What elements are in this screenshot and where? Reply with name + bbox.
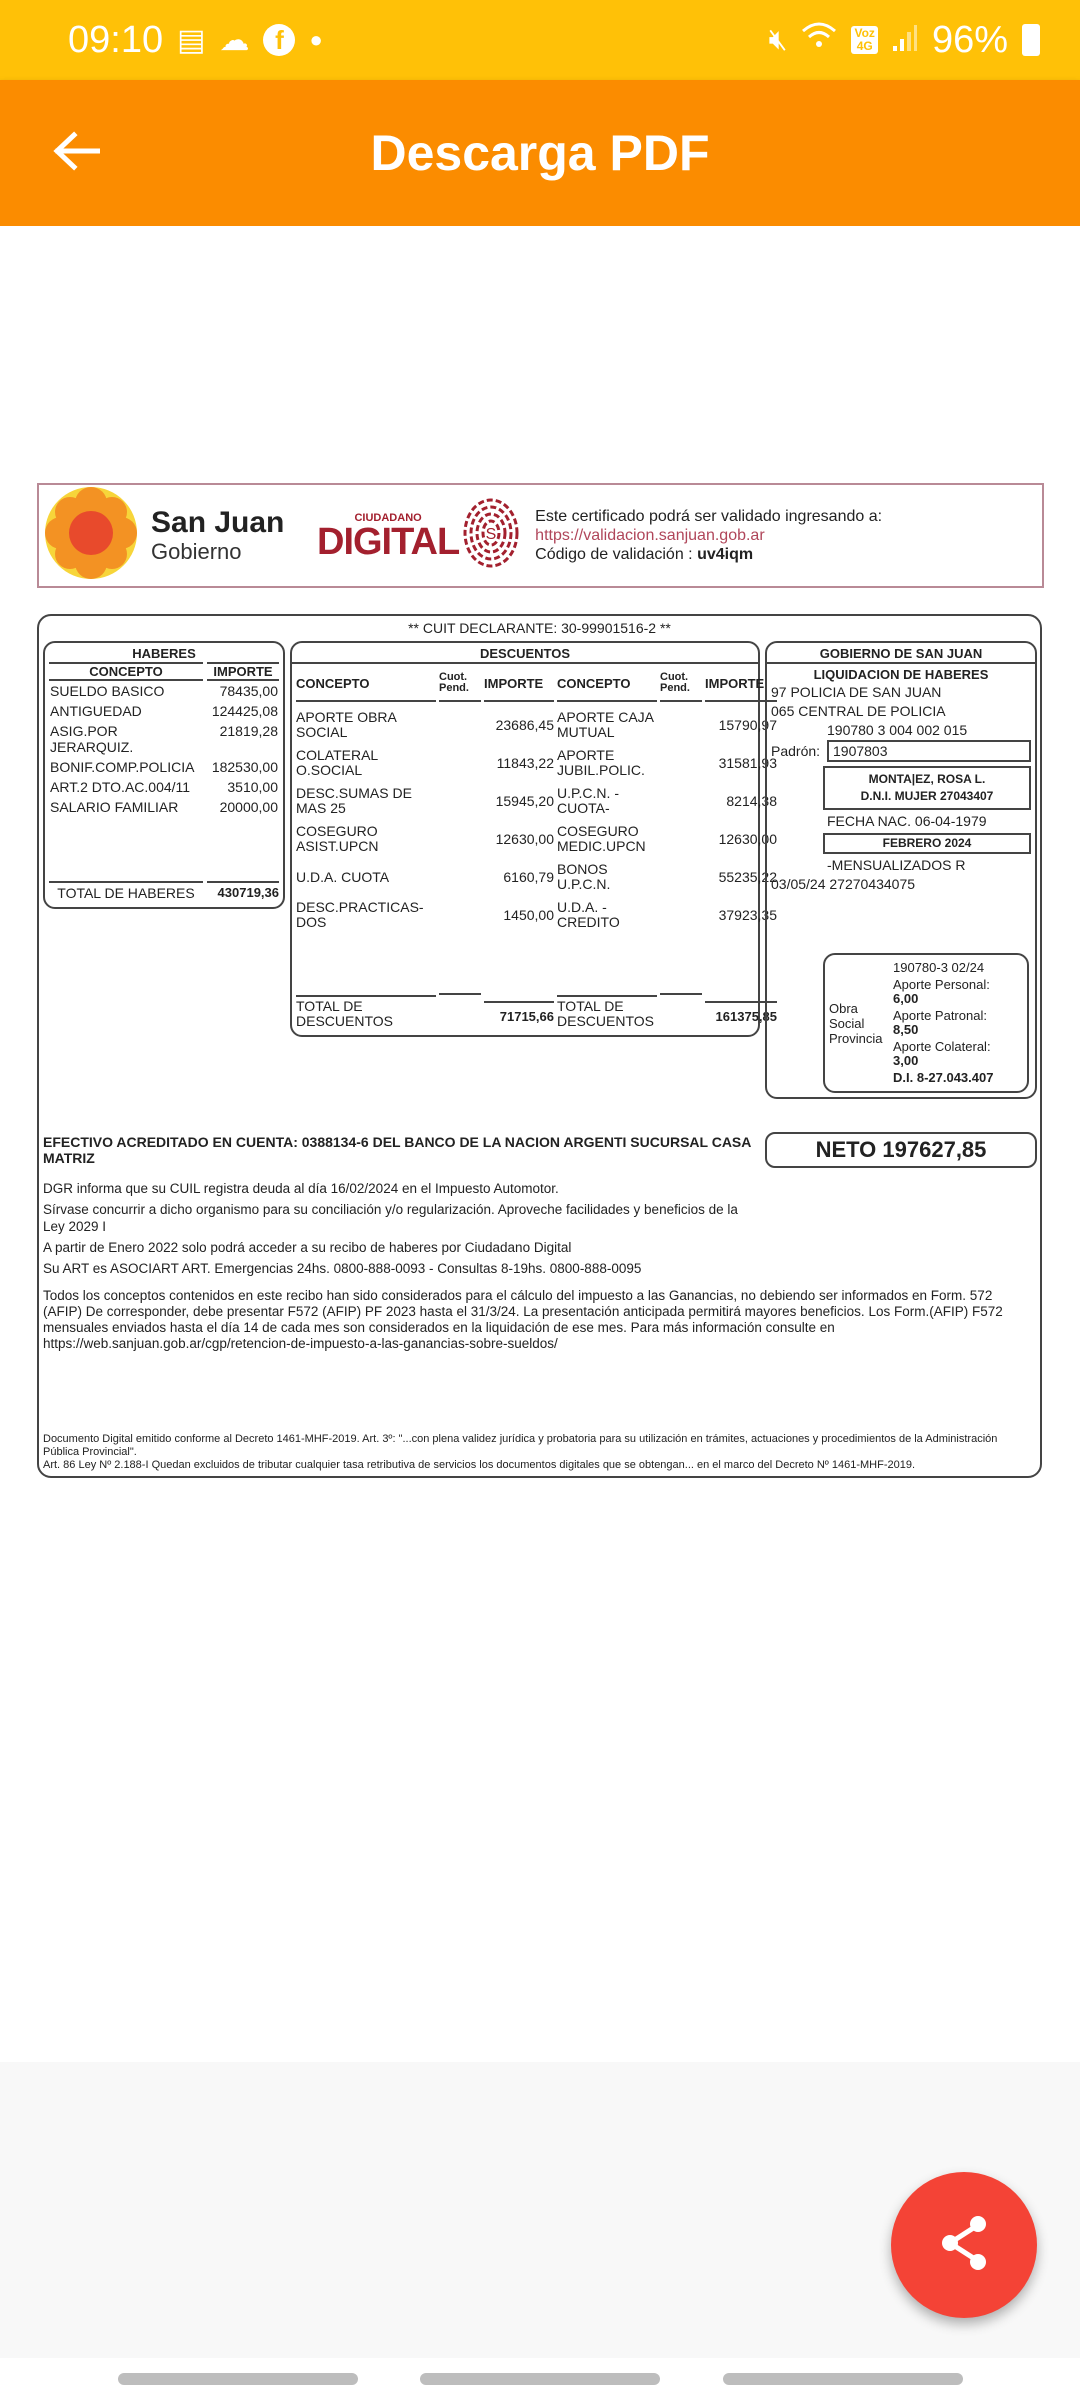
desc-concepto-1: COSEGURO ASIST.UPCN [296,823,379,854]
nav-back-button[interactable] [723,2373,963,2385]
haberes-row [45,701,283,721]
fecha-nac: FECHA NAC. 06-04-1979 [827,813,987,829]
desc-col-cuot-2: Cuot. Pend. [660,666,702,702]
descuentos-box [290,641,777,1037]
haberes-row [45,721,283,757]
desc-concepto-2: APORTE JUBIL.POLIC. [557,747,645,778]
descuentos-row [292,782,777,820]
validation-link[interactable]: https://validacion.sanjuan.gob.ar [535,527,765,544]
note-conciliacion: Sírvase concurrir a dicho organismo para su conciliación y/o regularización. Aproveche facilidades y beneficios de la Ley 2029 I [43,1202,738,1234]
gov-sub: Gobierno [151,538,242,564]
desc-total-label-1: TOTAL DE DESCUENTOS [296,995,436,1029]
app-bar [0,80,1080,226]
desc-importe-1: 1450,00 [503,906,554,923]
nav-recents-button[interactable] [118,2373,358,2385]
haberes-concepto: ASIG.POR JERARQUIZ. [50,723,134,755]
doc-id: D.I. 8-27.043.407 [893,1070,994,1085]
efectivo-acreditado: EFECTIVO ACREDITADO EN CUENTA: 0388134-6 DEL BANCO DE LA NACION ARGENTI SUCURSAL CASA MATRIZ [43,1134,751,1166]
nav-home-button[interactable] [420,2373,660,2385]
calendar-icon: ▤ [177,23,206,57]
desc-concepto-2: BONOS U.P.C.N. [557,861,611,892]
desc-concepto-2: APORTE CAJA MUTUAL [557,709,654,740]
volte-label: Voz [854,26,875,40]
desc-concepto-1: COLATERAL O.SOCIAL [296,747,378,778]
haberes-concepto: SALARIO FAMILIAR [50,799,179,815]
padron-label: Padrón: [771,743,821,759]
haberes-row [45,777,283,797]
cuit-declarante: ** CUIT DECLARANTE: 30-99901516-2 ** [408,620,671,636]
desc-concepto-1: DESC.SUMAS DE MAS 25 [296,785,412,816]
descuentos-row [292,744,777,782]
date-code: 03/05/24 27270434075 [771,876,916,892]
haberes-concepto: BONIF.COMP.POLICIA [50,759,195,775]
haberes-importe: 78435,00 [219,683,278,699]
desc-importe-2: 31581,93 [718,754,777,771]
desc-importe-2: 37923,35 [718,906,777,923]
aporte-patronal-label: Aporte Patronal: [893,1008,987,1023]
share-button[interactable] [891,2172,1037,2318]
note-art: Su ART es ASOCIART ART. Emergencias 24hs. 0800-888-0093 - Consultas 8-19hs. 0800-888-0095 [43,1261,642,1276]
desc-concepto-2: U.P.C.N. - CUOTA- [557,785,619,816]
period: FEBRERO 2024 [823,833,1031,854]
haberes-title: HABERES [132,646,196,661]
haberes-concepto: ANTIGUEDAD [50,703,142,719]
liq-title-1: GOBIERNO DE SAN JUAN [767,643,1035,664]
desc-total-label-2: TOTAL DE DESCUENTOS [557,995,657,1029]
cert-line: Este certificado podrá ser validado ingresando a: [535,508,883,525]
signal-icon [892,19,918,62]
obra-social-label: Obra Social Provincia [829,1000,883,1046]
battery-percent: 96% [931,18,1008,61]
haberes-importe: 3510,00 [227,779,278,795]
dot-icon: ● [309,27,323,52]
haberes-row [45,757,283,777]
desc-col-cuot-1: Cuot. Pend. [439,666,481,702]
desc-concepto-1: DESC.PRACTICAS-DOS [296,899,424,930]
aporte-personal: 6,00 [893,991,919,1006]
fingerprint-icon [463,497,519,574]
padron-value: 1907803 [827,740,1031,762]
note-ciudadano-digital: A partir de Enero 2022 solo podrá acceder a su recibo de haberes por Ciudadano Digital [43,1240,572,1255]
descuentos-row [292,706,777,744]
pdf-header [37,483,1044,588]
haberes-importe: 20000,00 [219,799,278,815]
liq-line-1: 97 POLICIA DE SAN JUAN [771,684,942,700]
note-ganancias: Todos los conceptos contenidos en este recibo han sido considerados para el cálculo del impuesto a las Ganancias, no debiendo ser informados en Form. 572 (AFIP) De corresponder, debe presentar F572 (AFIP) PF 2023 hasta el 31/3/24. La presentación anticipada permitirá mayores beneficios. Los Form.(AFIP) F572 mensuales enviados hasta el día 14 de cada mes son considerados en la liquidación de ese mes. Para más información consulte en https://web.sanjuan.gob.ar/cgp/retencion-de-impuesto-a-las-ganancias-sobre-sueldos/ [43,1288,1003,1351]
employee-name: MONTA|EZ, ROSA L. [868,772,986,786]
category: -MENSUALIZADOS R [827,857,966,873]
battery-icon [1022,24,1040,56]
obra-social-box [823,953,1029,1093]
desc-concepto-2: COSEGURO MEDIC.UPCN [557,823,646,854]
code-label: Código de validación : [535,546,693,563]
haberes-row [45,681,283,701]
liq-line-2: 065 CENTRAL DE POLICIA [771,703,946,719]
aporte-personal-label: Aporte Personal: [893,977,990,992]
desc-importe-2: 15790,97 [718,716,777,733]
desc-importe-1: 6160,79 [503,868,554,885]
liquidacion-box [765,641,1037,1099]
page-title: Descarga PDF [370,125,710,181]
status-bar [0,0,1080,80]
svg-text:S: S [485,526,497,543]
aporte-colateral-label: Aporte Colateral: [893,1039,991,1054]
desc-importe-1: 12630,00 [495,830,554,847]
haberes-col-concepto: CONCEPTO [49,662,203,681]
cd-small: CIUDADANO [354,511,422,524]
haberes-total-value: 430719,36 [207,881,279,901]
descuentos-row [292,820,777,858]
cd-big: DIGITAL [317,520,460,563]
haberes-importe: 124425,08 [211,703,278,719]
cloud-icon: ☁ [219,23,250,57]
wifi-icon [801,21,837,59]
volte-4g-icon [851,26,877,54]
haberes-concepto: ART.2 DTO.AC.004/11 [50,779,191,795]
haberes-concepto: SUELDO BASICO [50,683,165,699]
footer-decreto: Documento Digital emitido conforme al Decreto 1461-MHF-2019. Art. 3º: "...con plena validez jurídica y probatoria para su utilización en trámites, actuaciones y procedimientos de la Administración Pública Provincial". [43,1433,998,1458]
san-juan-logo-icon [43,485,139,586]
employee-dni: D.N.I. MUJER 27043407 [860,789,994,803]
desc-concepto-1: APORTE OBRA SOCIAL [296,709,397,740]
liq-line-3: 190780 3 004 002 015 [827,722,968,738]
neto-badge: NETO 197627,85 [765,1132,1037,1168]
4g-label: 4G [856,39,873,53]
desc-col-concepto-1: CONCEPTO [296,666,436,702]
arrow-left-icon [52,122,100,184]
clock: 09:10 [68,18,164,61]
desc-importe-1: 23686,45 [495,716,554,733]
haberes-row [45,797,283,817]
haberes-col-importe: IMPORTE [207,662,279,681]
os-ref: 190780-3 02/24 [893,960,985,975]
gov-name: San Juan [151,505,285,539]
descuentos-row [292,896,777,934]
descuentos-row [292,858,777,896]
haberes-box [43,641,285,909]
descuentos-title: DESCUENTOS [292,643,758,664]
desc-col-concepto-2: CONCEPTO [557,666,657,702]
back-button[interactable] [46,120,106,186]
desc-col-importe-1: IMPORTE [484,666,554,702]
mute-icon: 🔇︎ [768,23,788,56]
share-icon [936,2213,992,2278]
desc-importe-1: 11843,22 [496,754,554,771]
aporte-patronal: 8,50 [893,1022,919,1037]
desc-importe-2: 8214,38 [726,792,777,809]
desc-total-1: 71715,66 [484,1001,554,1024]
validation-code: uv4iqm [697,546,754,563]
desc-col-importe-2: IMPORTE [705,666,777,702]
haberes-total-label: TOTAL DE HABERES [49,881,203,901]
aporte-colateral: 3,00 [893,1053,919,1068]
facebook-icon: f [263,24,295,56]
desc-importe-2: 55235,22 [718,868,777,885]
desc-importe-2: 12630,00 [718,830,777,847]
liq-title-2: LIQUIDACION DE HABERES [813,667,989,682]
haberes-importe: 182530,00 [211,759,278,775]
desc-total-2: 161375,85 [705,1001,777,1024]
desc-importe-1: 15945,20 [495,792,554,809]
salary-receipt [37,614,1042,1478]
footer-ley: Art. 86 Ley Nº 2.188-I Quedan excluidos de tributar cualquier tasa retributiva de servicios los documentos digitales que se obtengan... en el marco del Decreto Nº 1461-MHF-2019. [43,1459,916,1471]
navigation-bar [0,2358,1080,2400]
desc-concepto-2: U.D.A. - CREDITO [557,899,620,930]
desc-concepto-1: U.D.A. CUOTA [296,868,390,885]
note-dgr: DGR informa que su CUIL registra deuda al día 16/02/2024 en el Impuesto Automotor. [43,1181,559,1196]
haberes-importe: 21819,28 [219,723,278,739]
